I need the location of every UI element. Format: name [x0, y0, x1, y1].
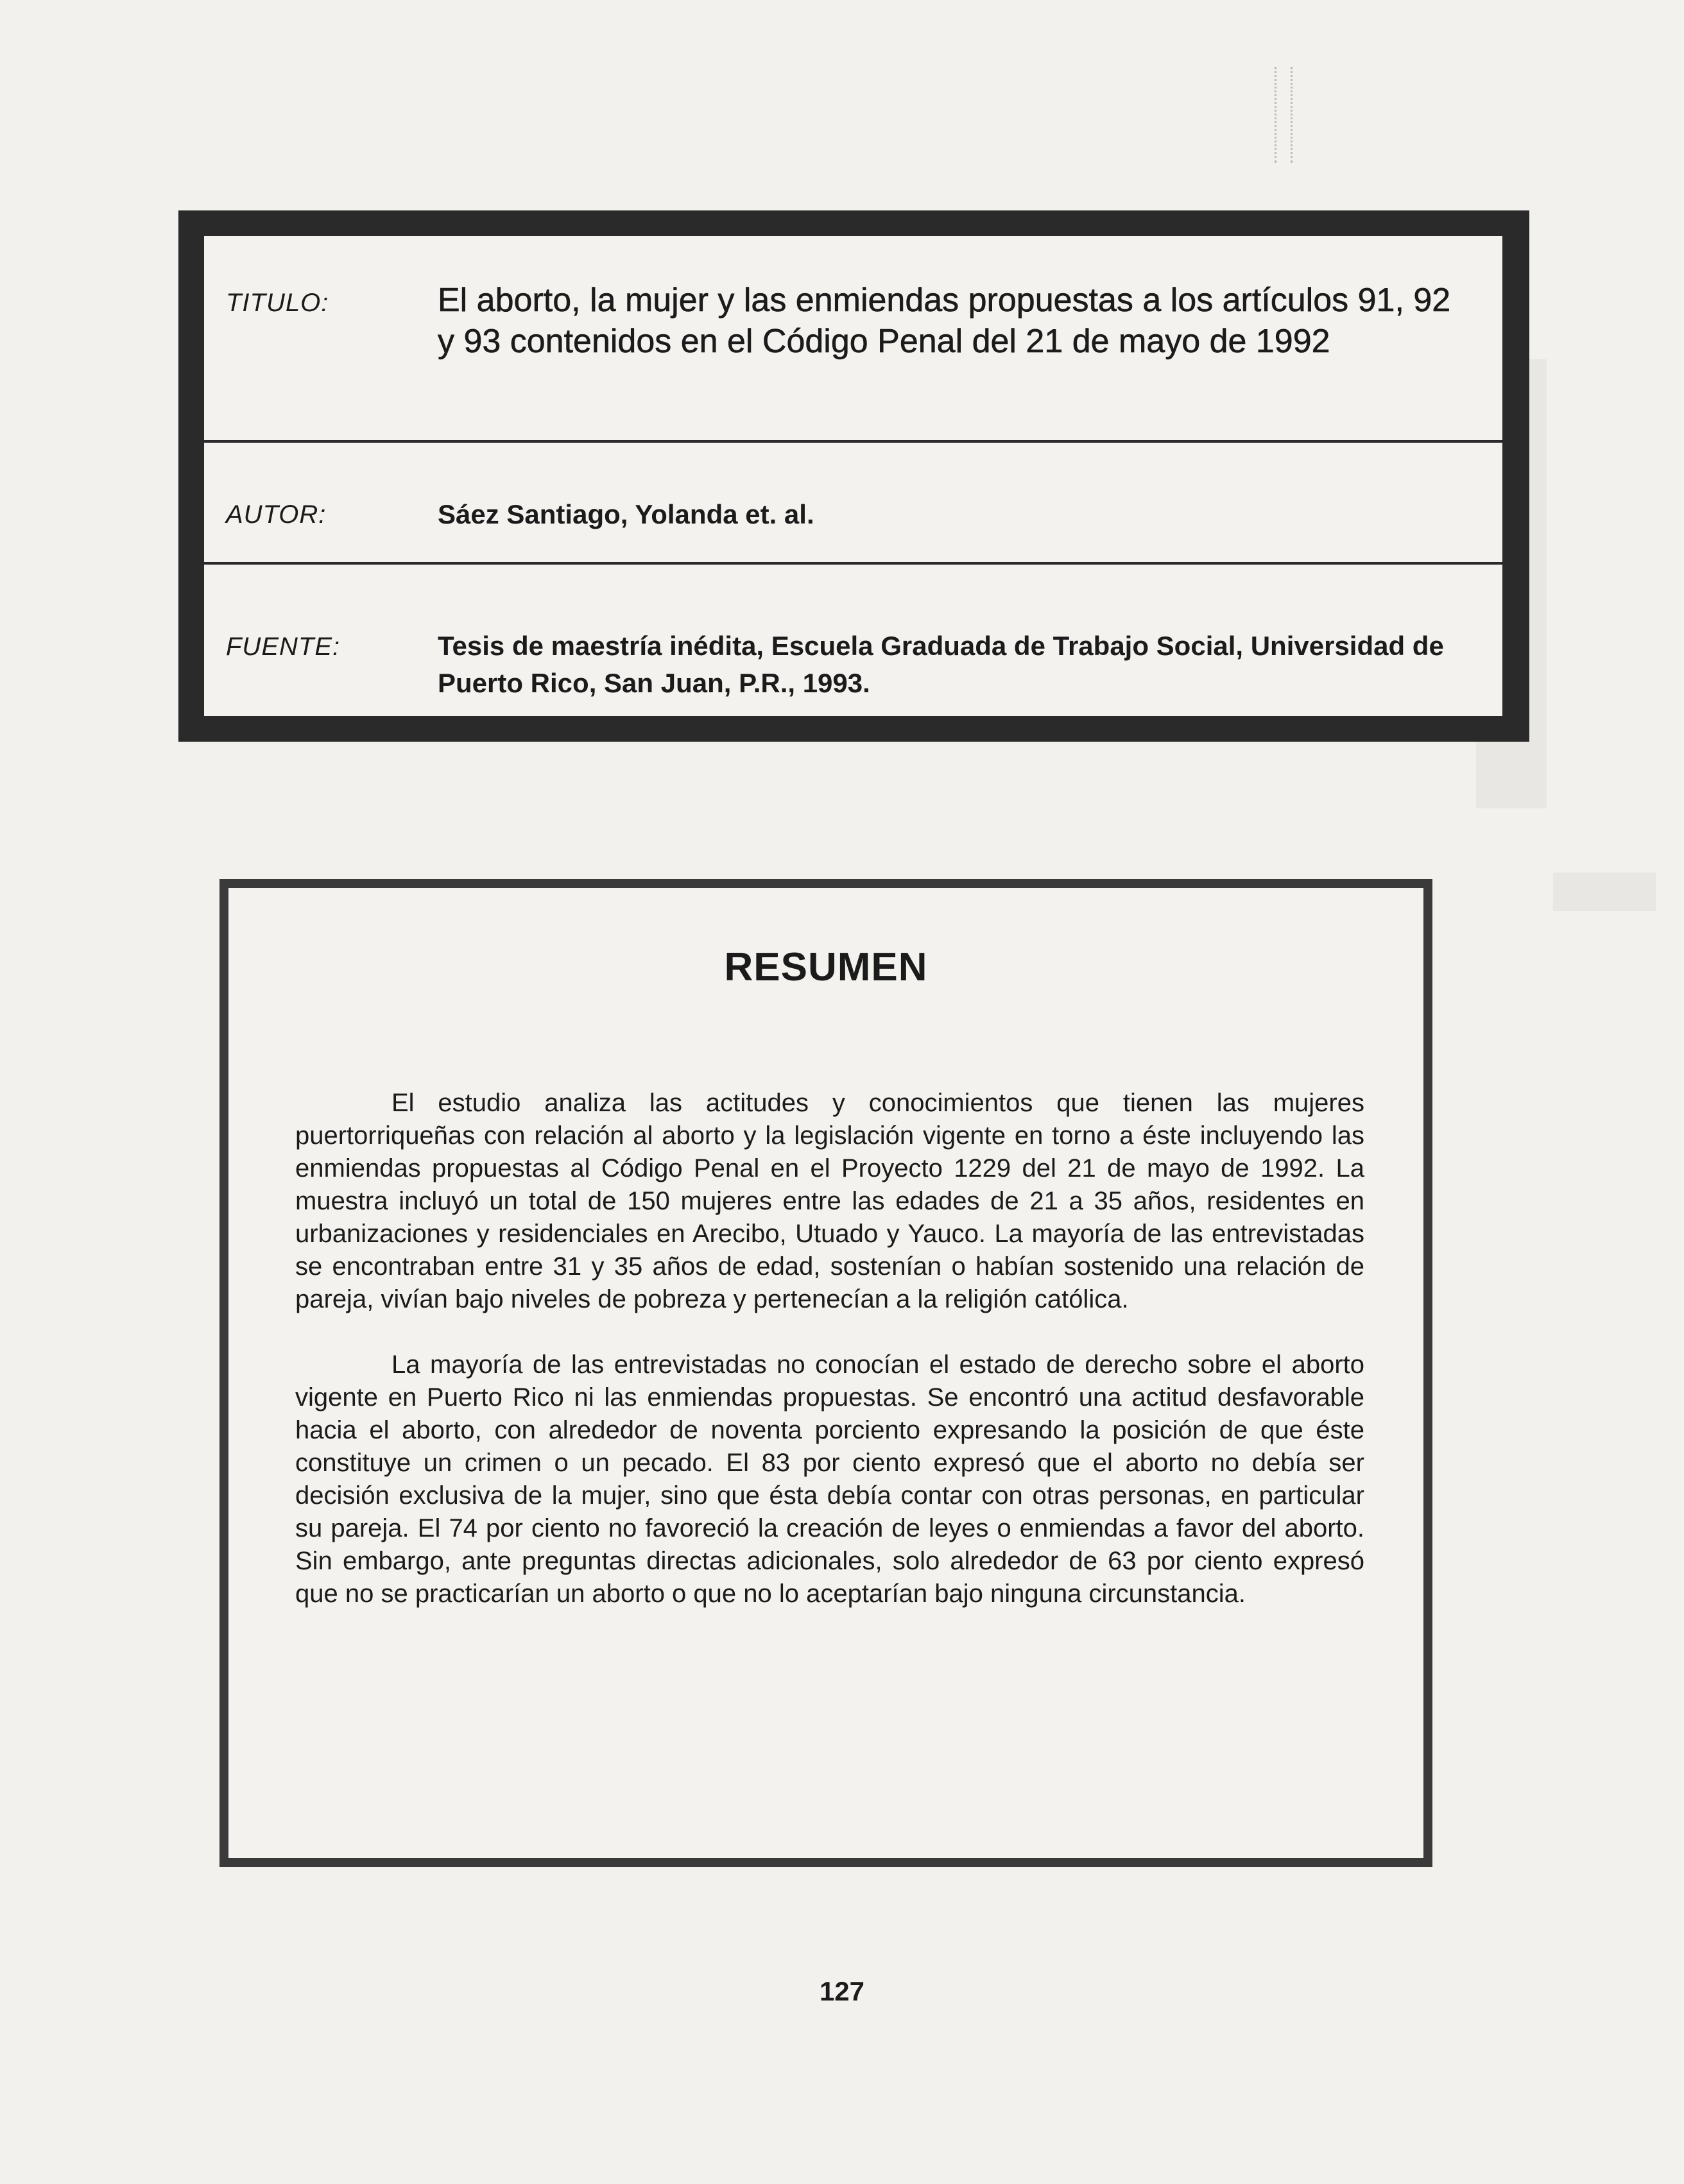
bleed-through-mark: [1553, 873, 1656, 911]
resumen-body: [295, 1087, 1364, 1643]
scan-artifact: [1275, 67, 1293, 163]
fuente-row: [204, 565, 1502, 716]
fuente-label: FUENTE:: [226, 633, 341, 661]
autor-row: [204, 443, 1502, 565]
titulo-row: [204, 236, 1502, 443]
resumen-box: [219, 879, 1432, 1867]
titulo-label: TITULO:: [226, 289, 329, 317]
fuente-value: Tesis de maestría inédita, Escuela Graduada de Trabajo Social, Universidad de Puerto Rico, San Juan, P.R., 1993.: [438, 631, 1444, 698]
autor-value: Sáez Santiago, Yolanda et. al.: [438, 499, 814, 529]
titulo-value: El aborto, la mujer y las enmiendas propuestas a los artículos 91, 92 y 93 contenidos en el Código Penal del 21 de mayo de 1992: [438, 282, 1451, 360]
resumen-paragraph-1: El estudio analiza las actitudes y conocimientos que tienen las mujeres puertorriqueñas con relación al aborto y la legislación vigente en torno a éste incluyendo las enmiendas propuestas al Código Penal en el Proyecto 1229 del 21 de mayo de 1992. La muestra incluyó un total de 150 mujeres entre las edades de 21 a 35 años, residentes en urbanizaciones y residenciales en Arecibo, Utuado y Yauco. La mayoría de las entrevistadas se encontraban entre 31 y 35 años de edad, sostenían o habían sostenido una relación de pareja, vivían bajo niveles de pobreza y pertenecían a la religión católica.: [295, 1089, 1364, 1313]
autor-label: AUTOR:: [226, 500, 327, 529]
bibliographic-box: [178, 210, 1529, 742]
bibliographic-box-inner: [204, 236, 1502, 716]
page-number: 127: [819, 1976, 865, 2006]
resumen-title: RESUMEN: [724, 945, 928, 989]
resumen-paragraph-2: La mayoría de las entrevistadas no conocían el estado de derecho sobre el aborto vigente en Puerto Rico ni las enmiendas propuestas. Se encontró una actitud desfavorable hacia el aborto, con alrededor de noventa porciento expresando la posición de que éste constituye un crimen o un pecado. El 83 por ciento expresó que el aborto no debía ser decisión exclusiva de la mujer, sino que ésta debía contar con otras personas, en particular su pareja. El 74 por ciento no favoreció la creación de leyes o enmiendas a favor del aborto. Sin embargo, ante preguntas directas adicionales, solo alrededor de 63 por ciento expresó que no se practicarían un aborto o que no lo aceptarían bajo ninguna circunstancia.: [295, 1351, 1364, 1608]
